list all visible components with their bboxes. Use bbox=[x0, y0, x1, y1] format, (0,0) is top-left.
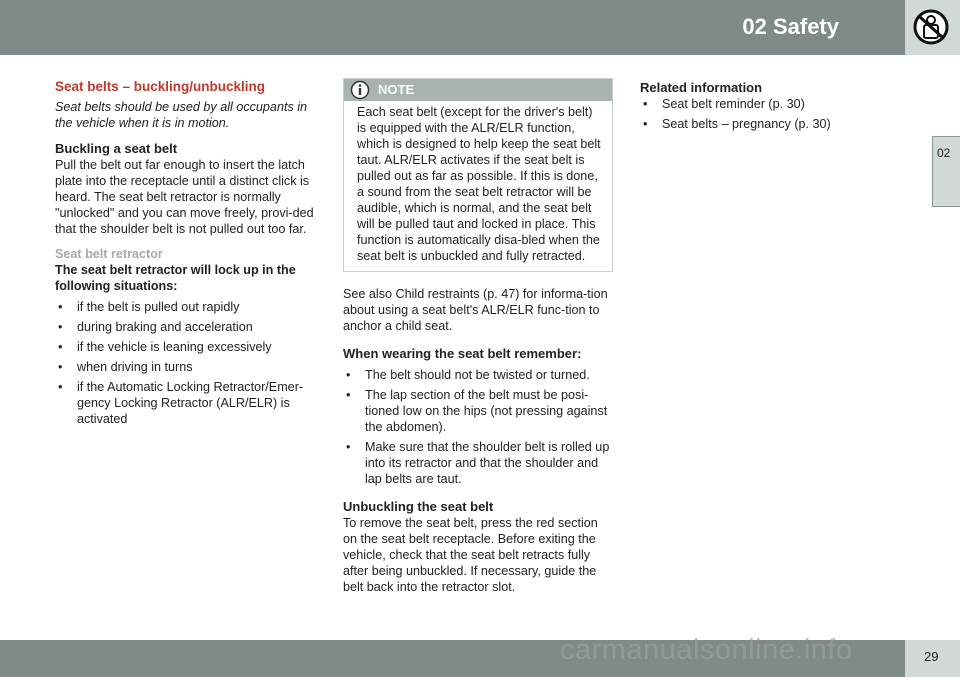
page-number: 29 bbox=[924, 649, 939, 664]
buckling-text: Pull the belt out far enough to insert the latch plate into the receptacle until a distinct click is heard. The seat belt retractor is normally "unlocked" and you can move freely, provi-ded that the shoulder belt is not pulled out too far. bbox=[55, 158, 314, 236]
column-middle bbox=[343, 78, 613, 595]
related-link[interactable]: • Seat belts – pregnancy (p. 30) bbox=[640, 116, 890, 132]
section-title: Seat belts – buckling/unbuckling bbox=[55, 79, 266, 94]
retractor-lead: The seat belt retractor will lock up in the following situations: bbox=[55, 263, 296, 293]
related-link[interactable]: • Seat belt reminder (p. 30) bbox=[640, 96, 890, 112]
wearing-list bbox=[343, 367, 613, 487]
related-list bbox=[640, 96, 890, 132]
note-text: Each seat belt (except for the driver's belt) is equipped with the ALR/ELR function, which is designed to help keep the seat belt taut. ALR/ELR activates if the seat belt is pulled out as far as possible. If this is done, a sound from the seat belt retractor will be audible, which is normal, and the seat belt will be pulled taut and locked in place. This function is automatically disa-bled when the seat belt is unbuckled and fully retracted. bbox=[357, 105, 601, 263]
column-right bbox=[640, 78, 890, 136]
watermark: carmanualsonline.info bbox=[560, 634, 853, 666]
chapter-title: 02 Safety bbox=[742, 14, 839, 39]
list-item: • if the belt is pulled out rapidly bbox=[55, 299, 317, 315]
list-item: • if the Automatic Locking Retractor/Emer-gency Locking Retractor (ALR/ELR) is activated bbox=[55, 379, 317, 427]
heading-buckling: Buckling a seat belt bbox=[55, 141, 178, 156]
list-item: • if the vehicle is leaning excessively bbox=[55, 339, 317, 355]
header-bar bbox=[0, 0, 905, 55]
note-label: NOTE bbox=[378, 82, 415, 97]
heading-related: Related information bbox=[640, 80, 763, 95]
unbuckling-text: To remove the seat belt, press the red section on the seat belt receptacle. Before exiting the vehicle, check that the seat belt retracts fully after being unbuckled. If necessary, guide the belt back into the retractor slot. bbox=[343, 516, 598, 594]
note-box bbox=[343, 78, 613, 272]
info-icon bbox=[350, 80, 370, 100]
list-item: • during braking and acceleration bbox=[55, 319, 317, 335]
chapter-side-tab[interactable]: 02 bbox=[932, 136, 960, 207]
list-item: • The lap section of the belt must be posi-tioned low on the hips (not pressing against the abdomen). bbox=[343, 387, 613, 435]
list-item: • Make sure that the shoulder belt is rolled up into its retractor and that the shoulder and lap belts are taut. bbox=[343, 439, 613, 487]
intro-text: Seat belts should be used by all occupants in the vehicle when it is in motion. bbox=[55, 100, 308, 130]
heading-unbuckling: Unbuckling the seat belt bbox=[343, 499, 494, 514]
list-item: • when driving in turns bbox=[55, 359, 317, 375]
retractor-list bbox=[55, 299, 317, 427]
note-header bbox=[344, 79, 612, 101]
heading-wearing: When wearing the seat belt remember: bbox=[343, 346, 582, 361]
list-item: • The belt should not be twisted or turned. bbox=[343, 367, 613, 383]
see-also-text: See also Child restraints (p. 47) for informa-tion about using a seat belt's ALR/ELR func-tion to anchor a child seat. bbox=[343, 287, 608, 333]
heading-retractor: Seat belt retractor bbox=[55, 247, 163, 261]
seatbelt-prohibited-icon bbox=[912, 8, 950, 46]
column-left bbox=[55, 78, 317, 431]
